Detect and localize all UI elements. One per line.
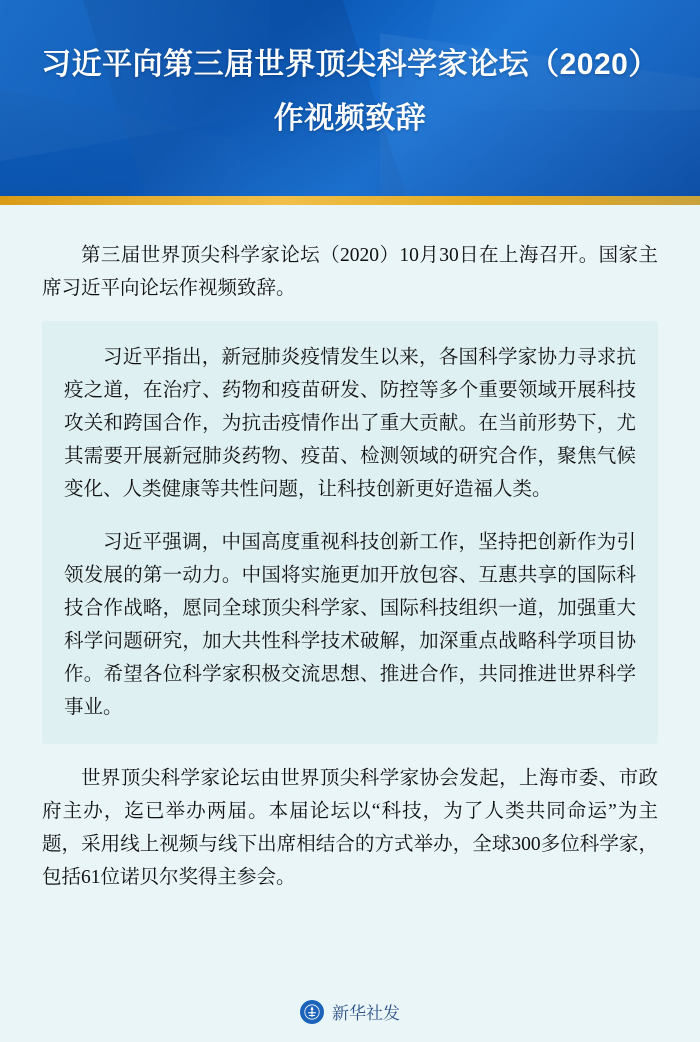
highlight-block xyxy=(42,321,658,744)
page-title xyxy=(0,38,700,146)
article-body xyxy=(0,205,700,894)
page-title-line-2: 作视频致辞 xyxy=(273,102,427,135)
highlight-paragraph-1: 习近平指出，新冠肺炎疫情发生以来，各国科学家协力寻求抗疫之道，在治疗、药物和疫苗研发、防控等多个重要领域开展科技攻关和跨国合作，为抗击疫情作出了重大贡献。在当前形势下，尤其需要开展新冠肺炎药物、疫苗、检测领域的研究合作，聚焦气候变化、人类健康等共性问题，让科技创新更好造福人类。 xyxy=(64,347,636,500)
highlight-paragraph-2: 习近平强调，中国高度重视科技创新工作，坚持把创新作为引领发展的第一动力。中国将实施更加开放包容、互惠共享的国际科技合作战略，愿同全球顶尖科学家、国际科技组织一道，加强重大科学问题研究，加大共性科学技术破解，加深重点战略科学项目协作。希望各位科学家积极交流思想、推进合作，共同推进世界科学事业。 xyxy=(64,532,636,718)
poster-footer xyxy=(0,999,700,1024)
page-title-line-1: 习近平向第三届世界顶尖科学家论坛（2020） xyxy=(41,48,659,81)
xinhua-logo-icon xyxy=(300,1000,324,1024)
footer-credit: 新华社发 xyxy=(332,1004,400,1023)
tail-paragraph: 世界顶尖科学家论坛由世界顶尖科学家协会发起，上海市委、市政府主办，迄已举办两届。本届论坛以“科技，为了人类共同命运”为主题，采用线上视频与线下出席相结合的方式举办，全球300多位科学家，包括61位诺贝尔奖得主参会。 xyxy=(42,768,658,888)
poster-header xyxy=(0,0,700,196)
gold-divider xyxy=(0,196,700,205)
lead-paragraph: 第三届世界顶尖科学家论坛（2020）10月30日在上海召开。国家主席习近平向论坛作视频致辞。 xyxy=(42,245,658,299)
